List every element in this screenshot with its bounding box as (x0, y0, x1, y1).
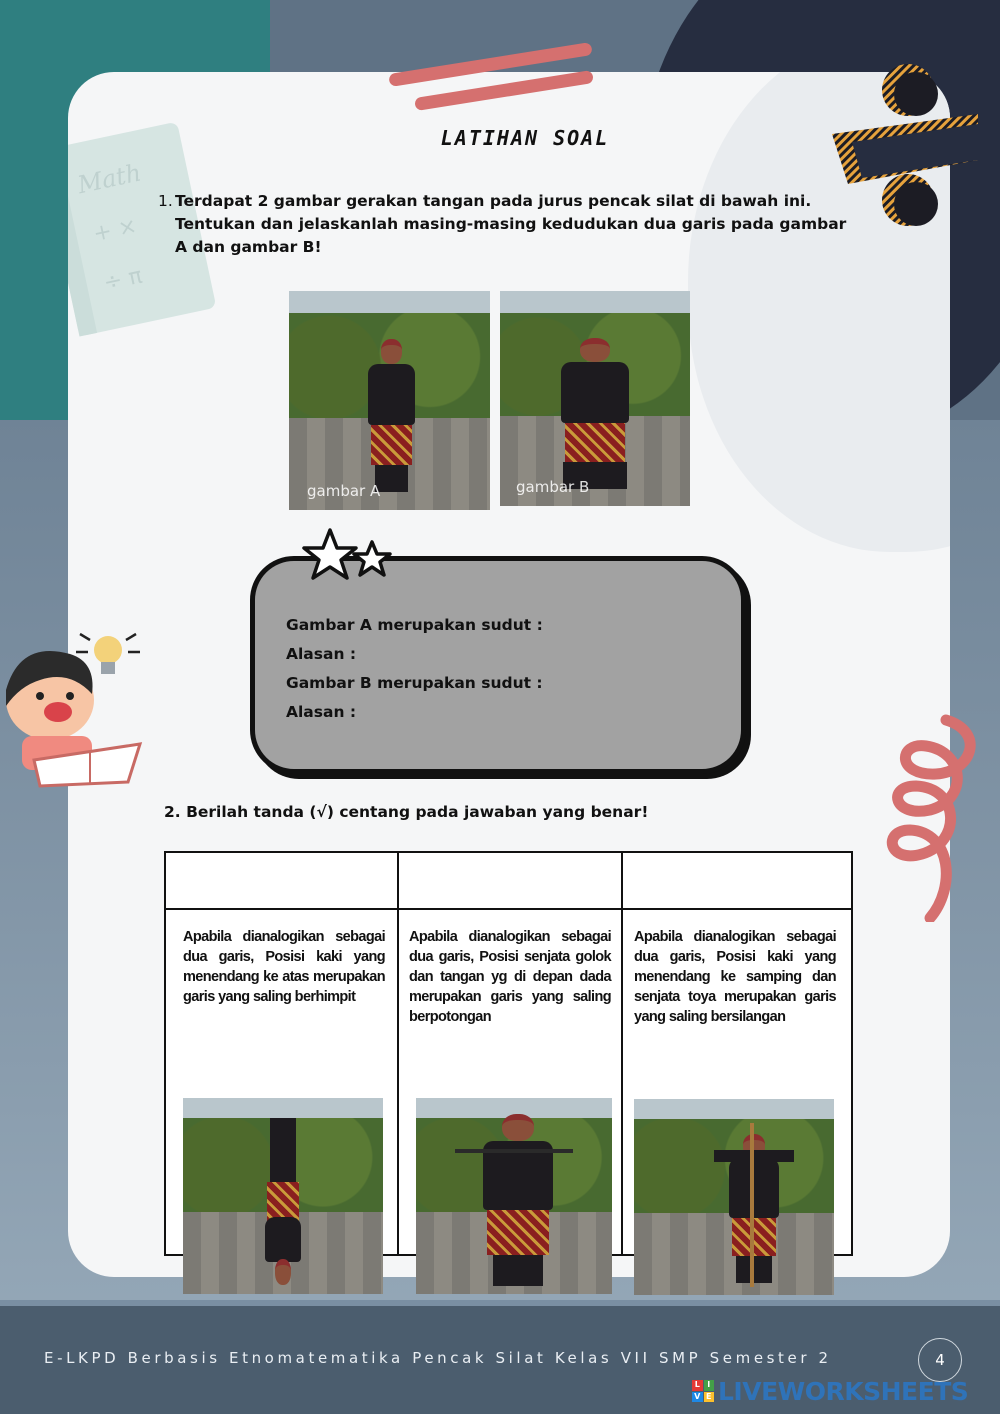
option-3-text: Apabila dianalogikan sebagai dua garis, Posisi kaki yang menendang ke samping dan senjata toya merupakan garis yang saling bersilangan (634, 929, 836, 1025)
photo-gambar-a-caption: gambar A (307, 482, 381, 500)
question-1-text: Terdapat 2 gambar gerakan tangan pada jurus pencak silat di bawah ini. Tentukan dan jelaskanlah masing-masing kedudukan dua garis pada gambar A dan gambar B! (175, 192, 847, 256)
pink-spiral-decoration (876, 712, 980, 922)
question-2-text: 2. Berilah tanda (√) centang pada jawaban yang benar! (164, 803, 649, 821)
question-1 (158, 190, 848, 259)
answer-line-gambar-a: Gambar A merupakan sudut : (286, 616, 543, 634)
option-1-text: Apabila dianalogikan sebagai dua garis, Posisi kaki yang menendang ke atas merupakan garis yang saling berhimpit (183, 929, 385, 1005)
photo-gambar-b-caption: gambar B (516, 478, 590, 496)
liveworksheets-wordmark: LIVEWORKSHEETS (718, 1376, 969, 1406)
footer-text: E-LKPD Berbasis Etnomatematika Pencak Silat Kelas VII SMP Semester 2 (44, 1349, 832, 1367)
liveworksheets-badge-icon: L I V E (692, 1380, 714, 1402)
photo-gambar-a (289, 291, 490, 510)
worksheet-title: LATIHAN SOAL (440, 126, 610, 150)
svg-text:+ ×: + × (91, 213, 140, 248)
liveworksheets-logo[interactable] (692, 1376, 968, 1406)
option-3-photo (634, 1099, 834, 1295)
star-icon (300, 526, 392, 590)
checkbox-cell-3[interactable] (623, 853, 851, 910)
question-1-number: 1. (158, 192, 173, 210)
page-number: 4 (918, 1338, 962, 1382)
answer-line-alasan-b: Alasan : (286, 703, 357, 721)
svg-text:÷ π: ÷ π (101, 263, 145, 297)
option-cell-3 (623, 910, 851, 1254)
option-2-photo (416, 1098, 612, 1294)
answer-table (164, 851, 853, 1256)
answer-line-alasan-a: Alasan : (286, 645, 357, 663)
option-1-photo (183, 1098, 383, 1294)
checkbox-cell-2[interactable] (399, 853, 623, 910)
student-illustration (0, 610, 150, 800)
checkbox-cell-1[interactable] (166, 853, 399, 910)
answer-lines (286, 611, 543, 727)
option-cell-2 (399, 910, 623, 1254)
answer-line-gambar-b: Gambar B merupakan sudut : (286, 674, 543, 692)
option-cell-1 (166, 910, 399, 1254)
photo-gambar-b (500, 291, 690, 506)
option-2-text: Apabila dianalogikan sebagai dua garis, Posisi senjata golok dan tangan yg di depan dada merupakan garis yang saling berpotongan (409, 929, 611, 1025)
percent-sign-decoration (828, 60, 988, 240)
math-book-word: Math (75, 158, 144, 200)
